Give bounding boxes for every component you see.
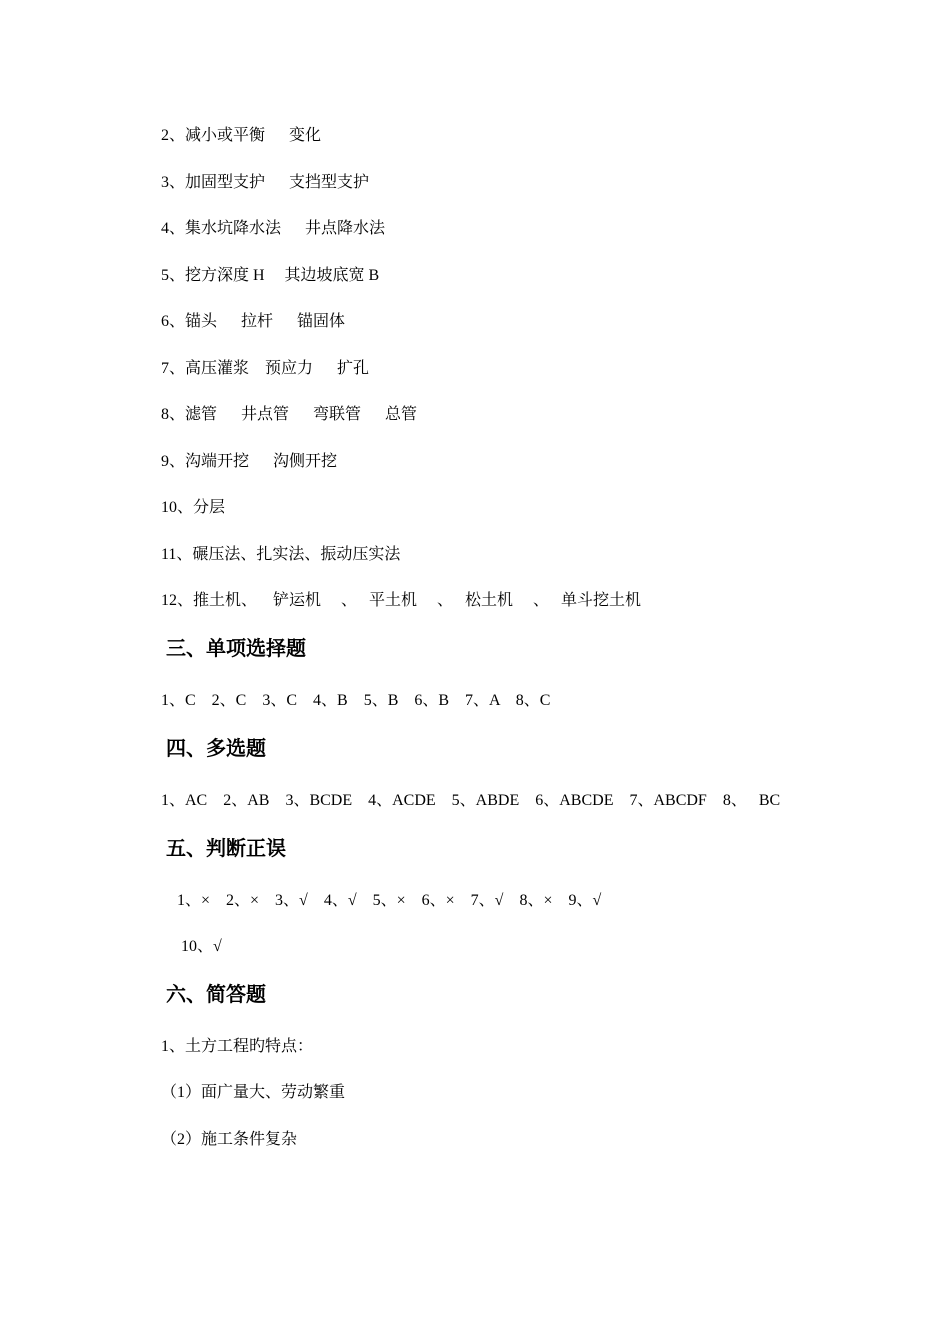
answer-line: 12、推土机、 铲运机 、 平土机 、 松土机 、 单斗挖土机 <box>161 592 642 609</box>
answer-line: 4、集水坑降水法 井点降水法 <box>161 220 386 237</box>
answer-line: 6、锚头 拉杆 锚固体 <box>161 313 346 330</box>
section-heading-single-choice: 三、单项选择题 <box>166 636 306 660</box>
multiple-choice-answers: 1、AC 2、AB 3、BCDE 4、ACDE 5、ABDE 6、ABCDE 7、ABCDF 8、 BC <box>161 792 781 809</box>
answer-line: 8、滤管 井点管 弯联管 总管 <box>161 406 418 423</box>
answer-line: 7、高压灌浆 预应力 扩孔 <box>161 360 370 377</box>
answer-line: 9、沟端开挖 沟侧开挖 <box>161 453 338 470</box>
short-answer-point: （1）面广量大、劳动繁重 <box>161 1084 346 1101</box>
answer-line: 3、加固型支护 支挡型支护 <box>161 174 370 191</box>
answer-line: 11、碾压法、扎实法、振动压实法 <box>161 546 401 563</box>
true-false-answers: 1、× 2、× 3、√ 4、√ 5、× 6、× 7、√ 8、× 9、√ <box>177 892 602 909</box>
single-choice-answers: 1、C 2、C 3、C 4、B 5、B 6、B 7、A 8、C <box>161 692 551 709</box>
section-heading-true-false: 五、判断正误 <box>166 836 286 860</box>
short-answer-point: （2）施工条件复杂 <box>161 1131 298 1148</box>
true-false-answers-continued: 10、√ <box>181 938 222 955</box>
section-heading-multiple-choice: 四、多选题 <box>166 736 266 760</box>
answer-line: 2、减小或平衡 变化 <box>161 127 322 144</box>
section-heading-short-answer: 六、简答题 <box>166 982 266 1006</box>
answer-line: 10、分层 <box>161 499 226 516</box>
short-answer-question: 1、土方工程旳特点： <box>161 1038 314 1055</box>
answer-line: 5、挖方深度 H 其边坡底宽 B <box>161 267 380 284</box>
